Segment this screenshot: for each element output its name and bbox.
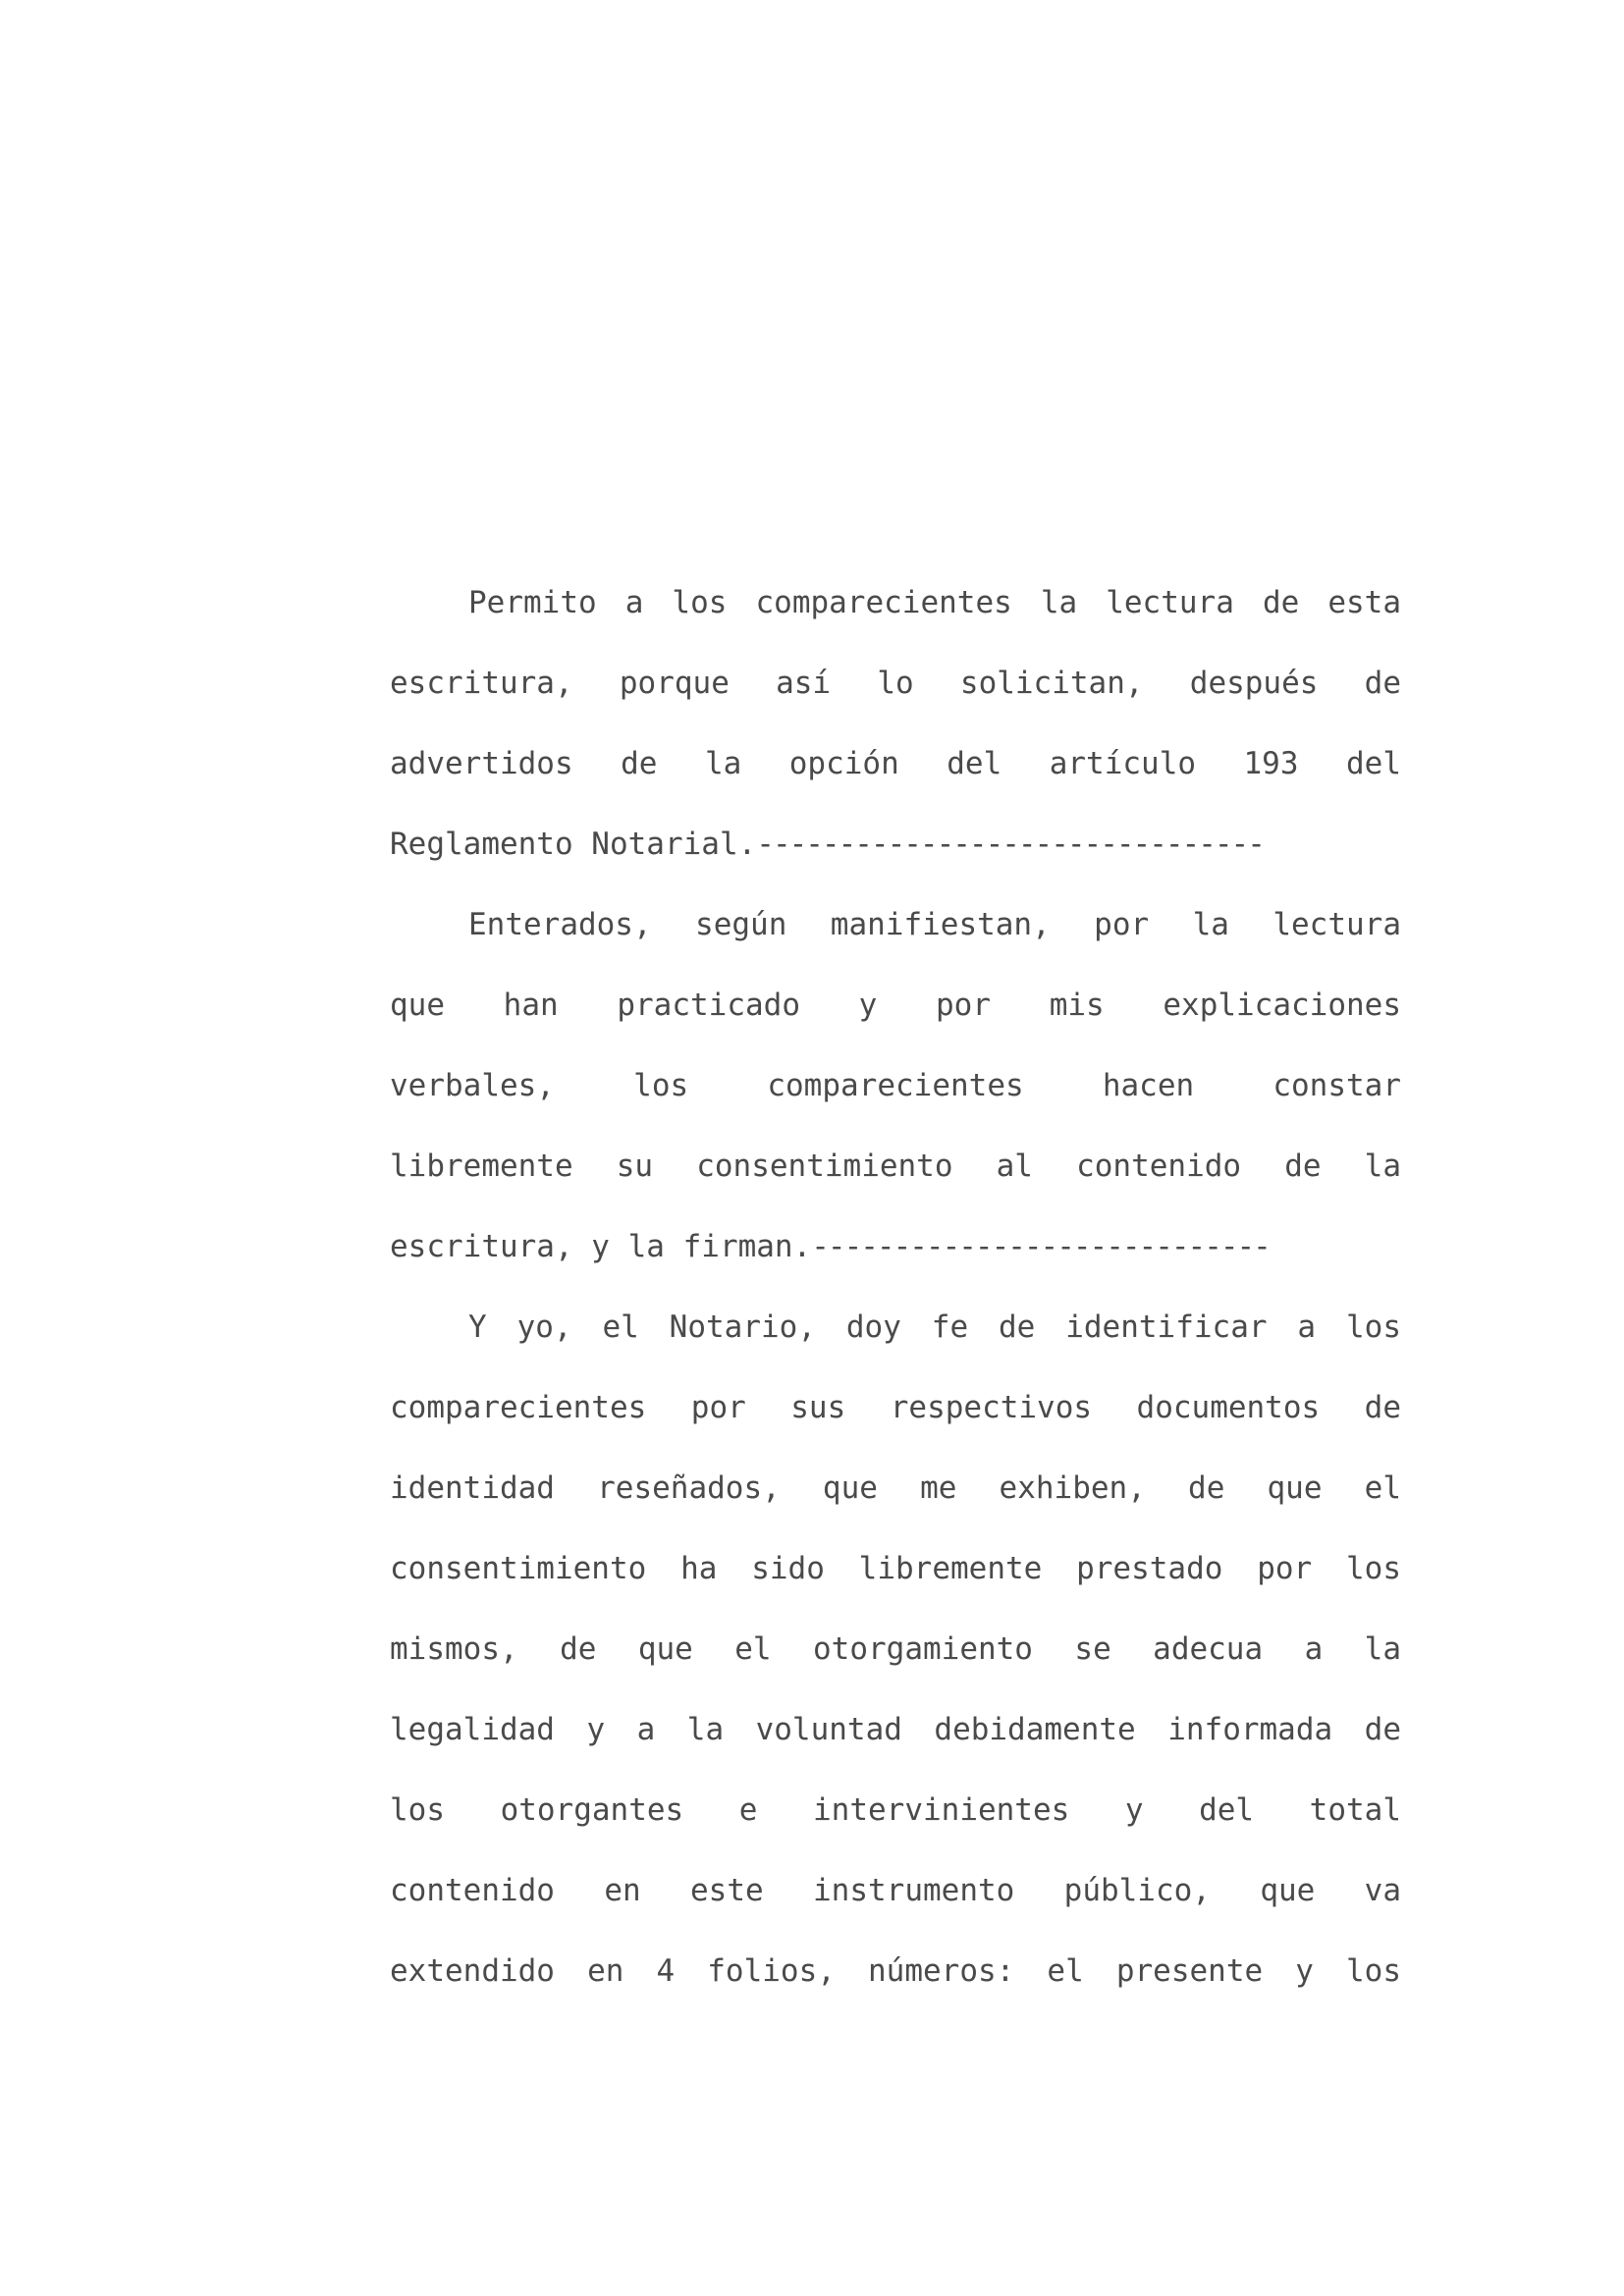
paragraph-1-line-2: escritura, porque así lo solicitan, después de — [390, 666, 1401, 701]
paragraph-3-line-6: legalidad y a la voluntad debidamente informada de — [390, 1712, 1401, 1747]
paragraph-2-line-5 — [390, 1211, 1401, 1292]
paragraph-3-line-7: los otorgantes e intervinientes y del total — [390, 1792, 1401, 1828]
paragraph-2-closing-text: escritura, y la firman. — [390, 1229, 812, 1264]
paragraph-3-line-8: contenido en este instrumento público, que va — [390, 1873, 1401, 1908]
paragraph-2-line-2: que han practicado y por mis explicaciones — [390, 988, 1401, 1023]
paragraph-3-line-4: consentimiento ha sido libremente prestado por los — [390, 1551, 1401, 1586]
paragraph-2-fill-dashes: ---------------------------- — [811, 1229, 1270, 1264]
paragraph-2-line-4: libremente su consentimiento al contenido de la — [390, 1148, 1401, 1184]
paragraph-1-line-1: Permito a los comparecientes la lectura de esta — [468, 585, 1401, 620]
paragraph-1-line-4 — [390, 809, 1401, 889]
paragraph-3-line-9: extendido en 4 folios, números: el presente y los — [390, 1953, 1401, 1989]
paragraph-3-line-2: comparecientes por sus respectivos documentos de — [390, 1390, 1401, 1425]
paragraph-3-line-5: mismos, de que el otorgamiento se adecua a la — [390, 1631, 1401, 1667]
paragraph-2-line-1: Enterados, según manifiestan, por la lectura — [468, 907, 1401, 942]
paragraph-1-fill-dashes: ------------------------------- — [756, 827, 1264, 862]
paragraph-1-closing-text: Reglamento Notarial. — [390, 827, 757, 862]
paragraph-2-line-3: verbales, los comparecientes hacen constar — [390, 1068, 1401, 1103]
paragraph-1-line-3: advertidos de la opción del artículo 193 del — [390, 746, 1401, 781]
paragraph-3-line-3: identidad reseñados, que me exhiben, de que el — [390, 1470, 1401, 1506]
paragraph-3-line-1: Y yo, el Notario, doy fe de identificar a los — [468, 1309, 1401, 1345]
document-body — [390, 567, 1401, 2016]
